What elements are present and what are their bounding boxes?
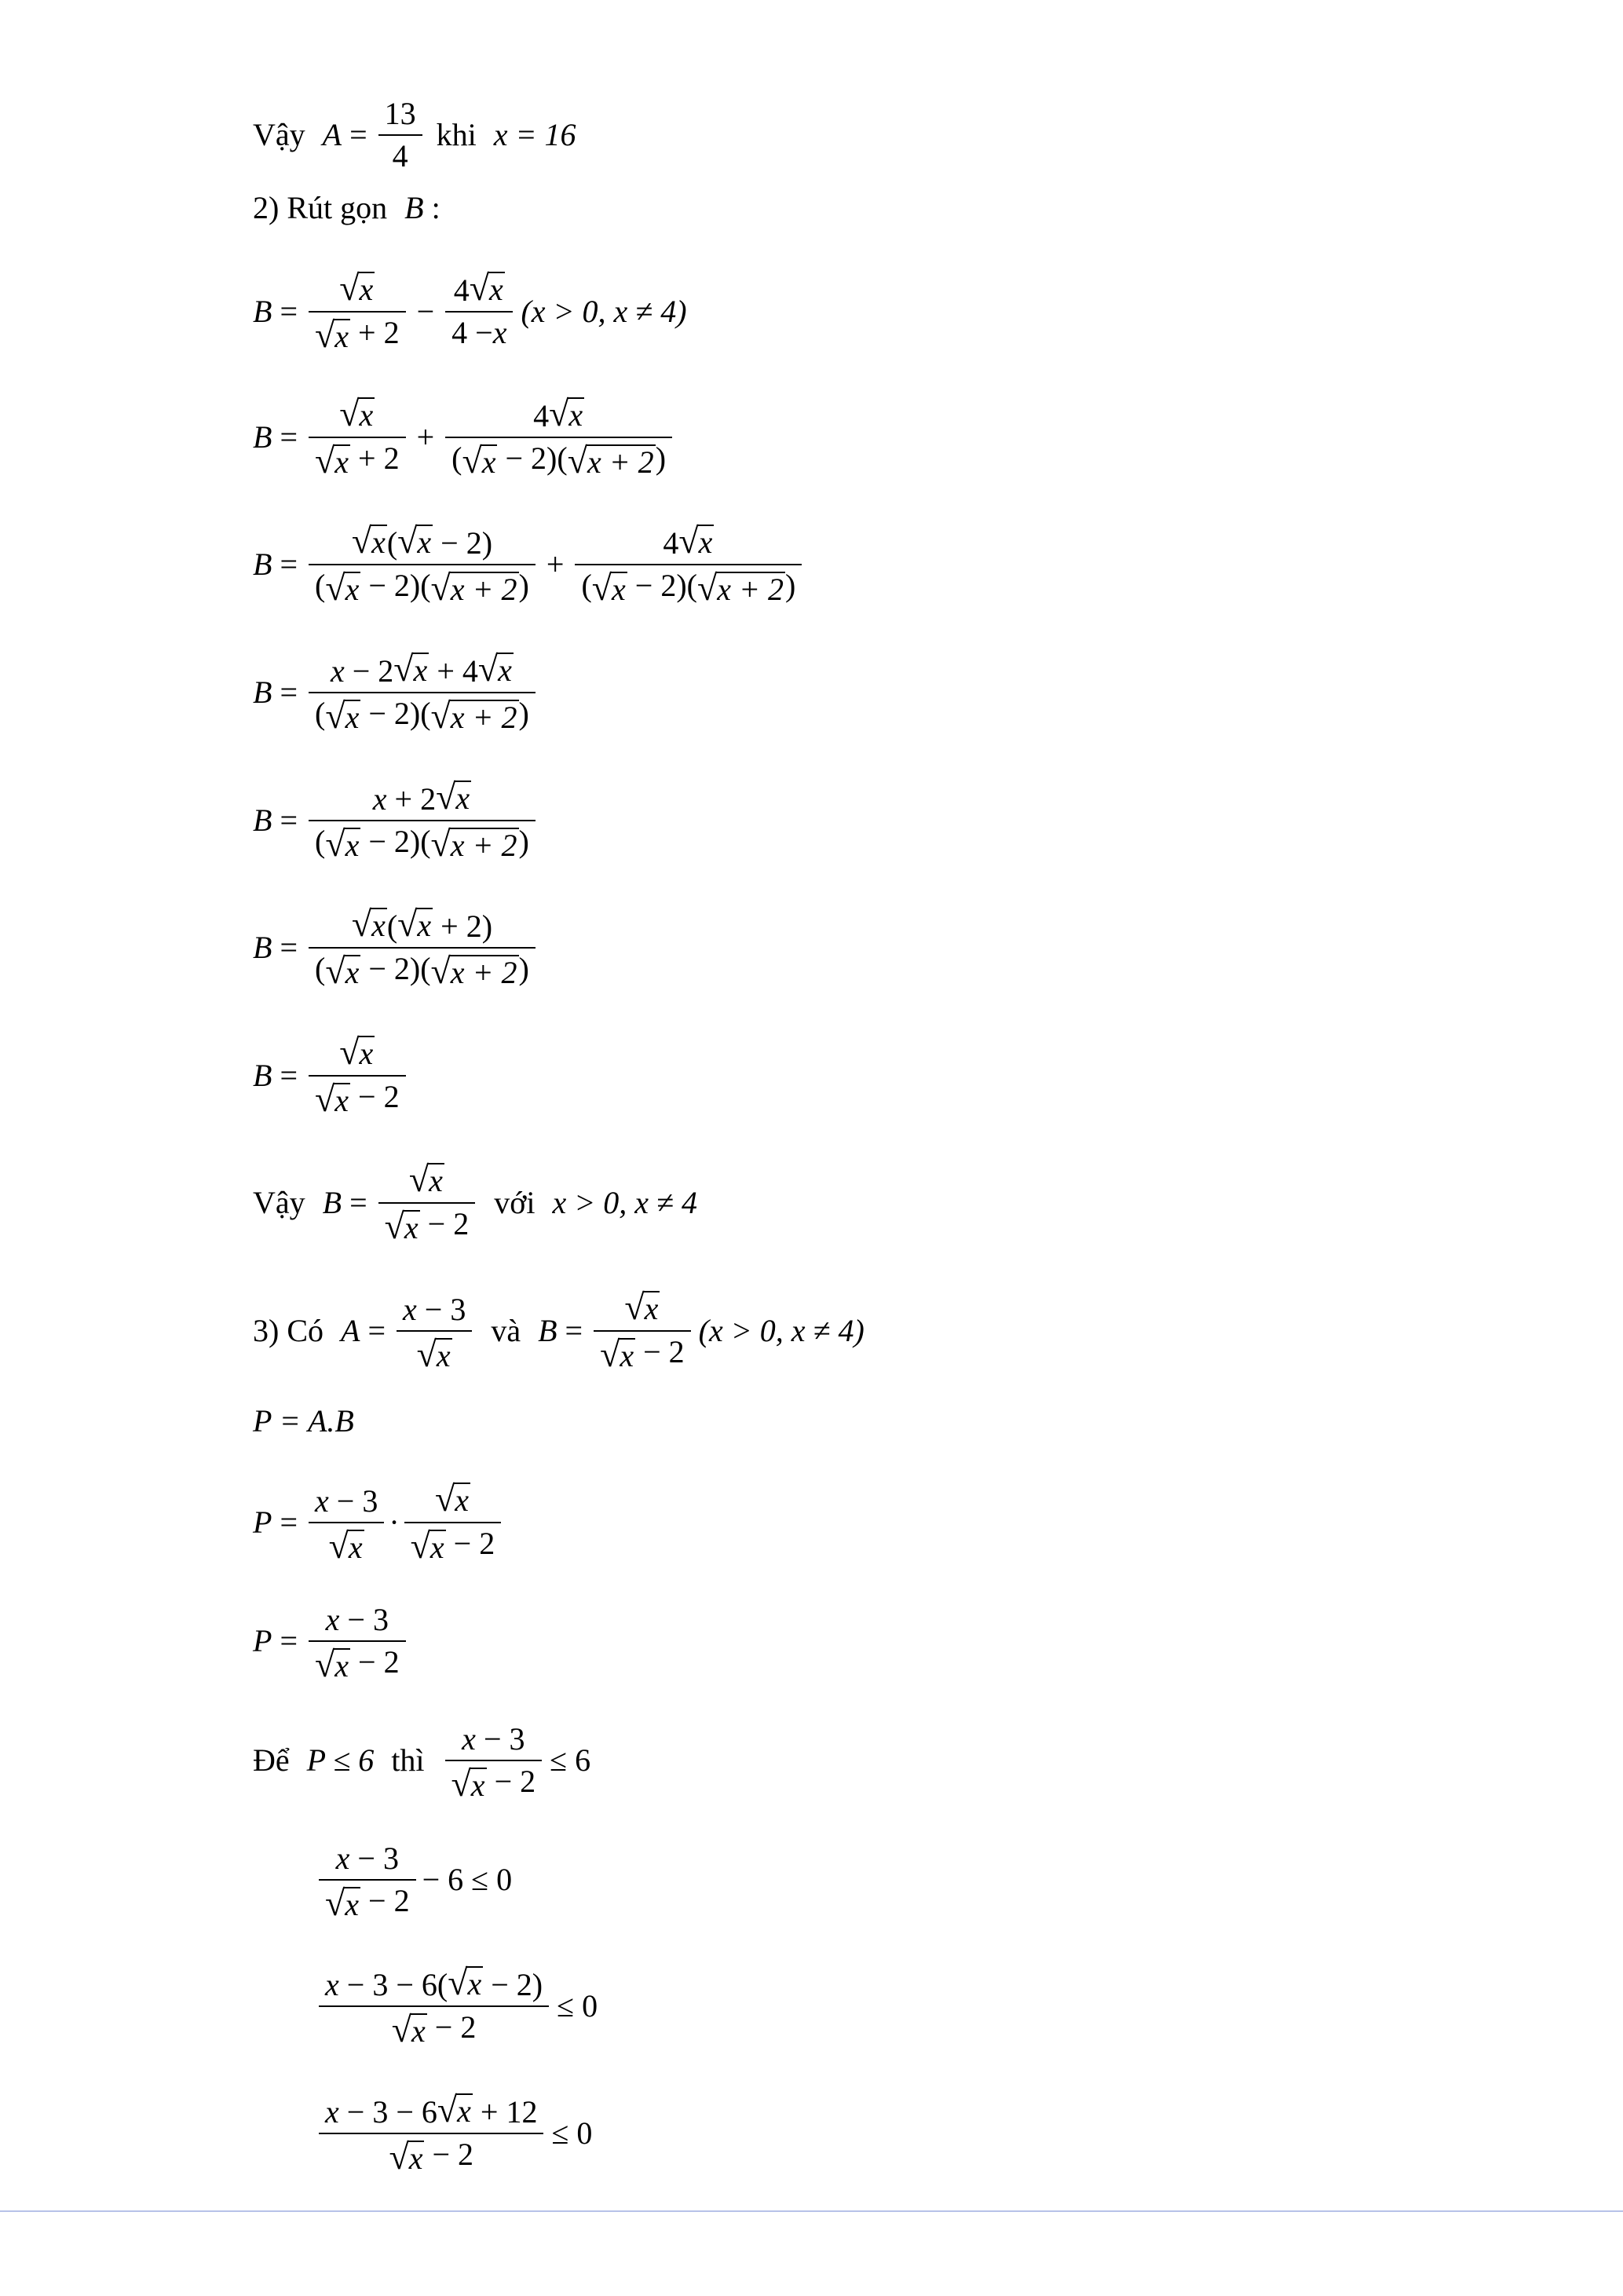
equation-b-7: B = √ x √ x − 2 <box>253 1023 409 1128</box>
inequality-step-3: x − 3 − 6 √ x + 12 √ x − 2 ≤ 0 <box>316 2081 592 2186</box>
equation-b-3: B = √ x ( √ x − 2) ( √ x − 2)( √ x + 2 ) + 4 √ x ( √ x − 2)( √ x + 2 ) <box>253 512 805 617</box>
equation-p-def: P = A.B <box>253 1403 354 1439</box>
fraction-13-4: $\frac{13}{4}$ <box>378 82 422 188</box>
line-result-a: Vậy A = $\frac{13}{4}$ khi x = 16 <box>253 82 576 188</box>
heading-text: 2) Rút gọn <box>253 190 388 225</box>
equation-b-4: B = x − 2 √ x + 4 √ x ( √ x − 2)( √ x + 2 ) <box>253 640 539 745</box>
equation-b-2: B = √ x √ x + 2 + 4 √ x ( √ x − 2)( √ x + 2 ) <box>253 385 675 490</box>
footer-divider <box>0 2210 1623 2212</box>
equation-p-2: P = x − 3 √ x − 2 <box>253 1589 409 1694</box>
section-2-heading: 2) Rút gọn B : <box>253 190 440 225</box>
equation-b-1: B = √ x √ x + 2 − 4 √ x 4 − x (x > 0, x ≠ 4) <box>253 268 687 355</box>
inequality-setup: Để P ≤ 6 thì x − 3 √ x − 2 ≤ 6 <box>253 1721 591 1804</box>
line-result-b: Vậy B = √ x √ x − 2 với x > 0, x ≠ 4 <box>253 1159 697 1246</box>
x-equals-16: x = 16 <box>493 117 576 152</box>
equation-b-5: B = x + 2 √ x ( √ x − 2)( √ x + 2 ) <box>253 768 539 873</box>
word-vay: Vậy <box>253 117 305 152</box>
word-khi: khi <box>436 117 477 152</box>
section-3-heading: 3) Có A = x − 3 √ x và B = √ x √ x − 2 (x > 0, x ≠ 4) <box>253 1287 865 1374</box>
equation-b-6: B = √ x ( √ x + 2) ( √ x − 2)( √ x + 2 ) <box>253 895 539 1000</box>
equation-p-1: P = x − 3 √ x · √ x √ x − 2 <box>253 1470 504 1575</box>
inequality-step-1: x − 3 √ x − 2 − 6 ≤ 0 <box>316 1827 512 1932</box>
var-a: A <box>322 117 342 152</box>
inequality-step-2: x − 3 − 6( √ x − 2) √ x − 2 ≤ 0 <box>316 1954 598 2059</box>
